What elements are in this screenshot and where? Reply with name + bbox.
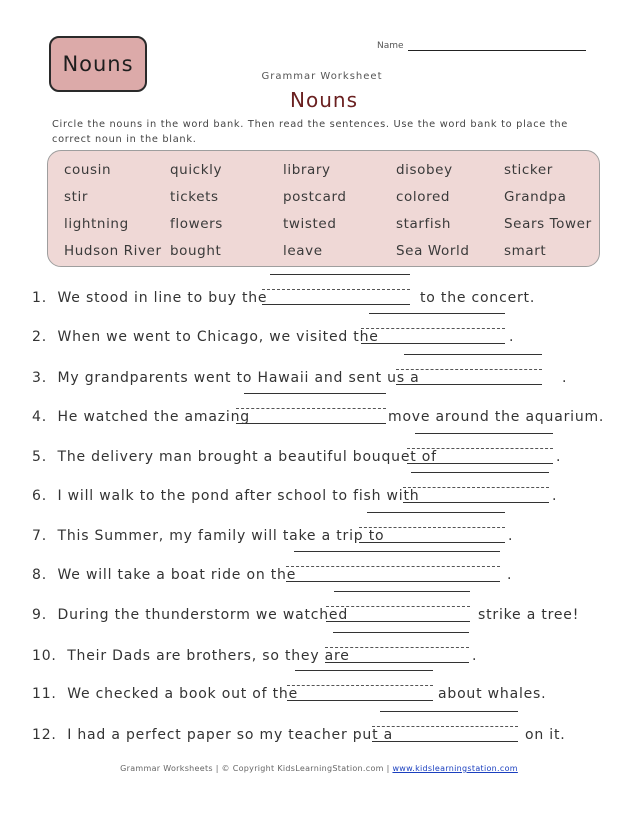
sentence-6 [32, 488, 419, 504]
answer-blank-10[interactable] [325, 632, 469, 666]
sentence-number: 11. [32, 686, 57, 702]
sentence-text-before: We stood in line to buy the [57, 290, 268, 306]
sentence-9-after: strike a tree! [478, 607, 580, 623]
sentence-number: 9. [32, 607, 47, 623]
answer-blank-3[interactable] [396, 354, 542, 388]
word-bank-word: flowers [170, 216, 223, 232]
sentence-text-before: This Summer, my family will take a trip to [57, 528, 385, 544]
word-bank [47, 150, 600, 267]
word-bank-word: Grandpa [504, 189, 567, 205]
sentence-5 [32, 449, 437, 465]
sentence-12-after: on it. [525, 727, 566, 743]
word-bank-word: smart [504, 243, 547, 259]
footer-copyright: Grammar Worksheets | © Copyright KidsLearningStation.com | [120, 764, 390, 773]
sentence-11-after: about whales. [438, 686, 547, 702]
word-bank-word: tickets [170, 189, 219, 205]
sentence-text-before: The delivery man brought a beautiful bouquet of [57, 449, 437, 465]
sentence-text-before: I had a perfect paper so my teacher put a [67, 727, 394, 743]
sentence-8 [32, 567, 296, 583]
word-bank-word: leave [283, 243, 323, 259]
worksheet-subtitle: Grammar Worksheet [261, 71, 383, 82]
answer-blank-7[interactable] [359, 512, 505, 546]
footer [0, 764, 638, 773]
footer-link[interactable]: www.kidslearningstation.com [392, 764, 518, 773]
answer-blank-2[interactable] [361, 313, 505, 347]
answer-blank-12[interactable] [372, 711, 518, 745]
word-bank-word: Sears Tower [504, 216, 592, 232]
name-label: Name [377, 41, 404, 51]
sentence-9 [32, 607, 348, 623]
answer-blank-9[interactable] [326, 591, 470, 625]
sentence-10-after: . [472, 648, 478, 664]
sentence-number: 3. [32, 370, 47, 386]
sentence-text-before: During the thunderstorm we watched [57, 607, 349, 623]
sentence-text-before: We checked a book out of the [67, 686, 299, 702]
word-bank-word: twisted [283, 216, 337, 232]
sentence-number: 10. [32, 648, 57, 664]
answer-blank-1[interactable] [262, 274, 410, 308]
word-bank-word: sticker [504, 162, 553, 178]
sentence-text-before: Their Dads are brothers, so they are [67, 648, 350, 664]
sentence-4-after: move around the aquarium. [388, 409, 605, 425]
word-bank-word: library [283, 162, 331, 178]
word-bank-word: disobey [396, 162, 453, 178]
name-field [377, 40, 586, 51]
answer-blank-8[interactable] [286, 551, 500, 585]
sentence-1 [32, 290, 267, 306]
title-badge: Nouns [49, 36, 147, 92]
worksheet-title: Nouns [290, 88, 358, 112]
sentence-text-before: My grandparents went to Hawaii and sent us a [57, 370, 420, 386]
sentence-4 [32, 409, 250, 425]
word-bank-word: Hudson River [64, 243, 162, 259]
sentence-number: 4. [32, 409, 47, 425]
sentence-text-before: We will take a boat ride on the [57, 567, 297, 583]
word-bank-word: quickly [170, 162, 223, 178]
sentence-number: 5. [32, 449, 47, 465]
word-bank-word: stir [64, 189, 89, 205]
sentence-2-after: . [509, 329, 515, 345]
word-bank-word: bought [170, 243, 222, 259]
sentence-number: 7. [32, 528, 47, 544]
word-bank-word: cousin [64, 162, 112, 178]
name-line[interactable] [408, 40, 586, 51]
answer-blank-11[interactable] [287, 670, 433, 704]
word-bank-word: starfish [396, 216, 452, 232]
sentence-text-before: He watched the amazing [57, 409, 250, 425]
sentence-number: 8. [32, 567, 47, 583]
sentence-11 [32, 686, 298, 702]
sentence-1-after: to the concert. [420, 290, 536, 306]
sentence-2 [32, 329, 379, 345]
word-bank-word: lightning [64, 216, 129, 232]
sentence-number: 6. [32, 488, 47, 504]
sentence-3 [32, 370, 420, 386]
sentence-5-after: . [556, 449, 562, 465]
word-bank-word: colored [396, 189, 451, 205]
answer-blank-6[interactable] [403, 472, 549, 506]
sentence-number: 2. [32, 329, 47, 345]
sentence-number: 12. [32, 727, 57, 743]
answer-blank-5[interactable] [407, 433, 553, 467]
word-bank-word: postcard [283, 189, 347, 205]
sentence-3-after: . [562, 370, 568, 386]
sentence-text-before: I will walk to the pond after school to fish with [57, 488, 420, 504]
sentence-6-after: . [552, 488, 558, 504]
instructions: Circle the nouns in the word bank. Then read the sentences. Use the word bank to place the correct noun in the blank. [52, 119, 569, 145]
sentence-12 [32, 727, 393, 743]
sentence-8-after: . [507, 567, 513, 583]
word-bank-word: Sea World [396, 243, 470, 259]
answer-blank-4[interactable] [236, 393, 386, 427]
sentence-10 [32, 648, 350, 664]
sentence-text-before: When we went to Chicago, we visited the [57, 329, 379, 345]
sentence-number: 1. [32, 290, 47, 306]
sentence-7-after: . [508, 528, 514, 544]
sentence-7 [32, 528, 384, 544]
